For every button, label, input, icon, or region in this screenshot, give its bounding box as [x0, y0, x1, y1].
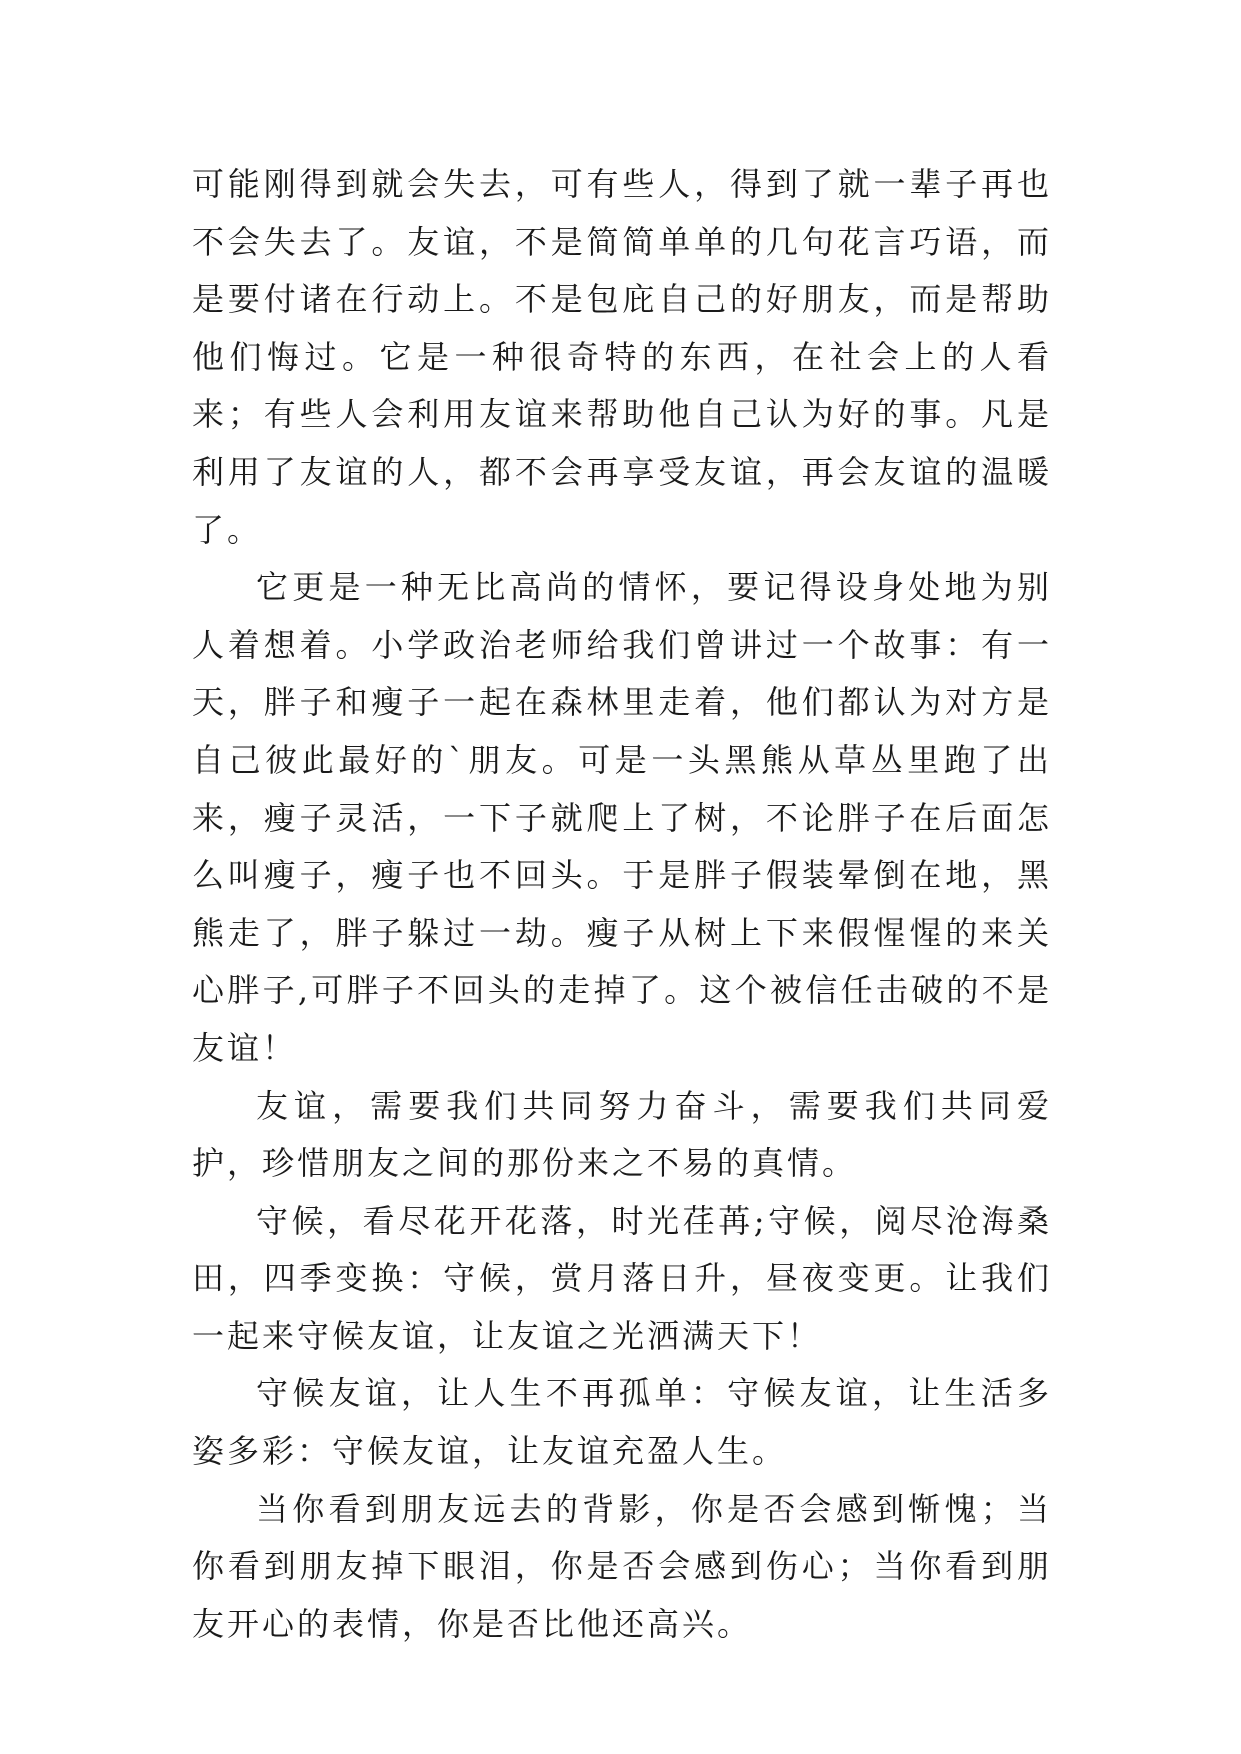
paragraph: 当你看到朋友远去的背影，你是否会感到惭愧；当你看到朋友掉下眼泪，你是否会感到伤心；当你看到朋友开心的表情，你是否比他还高兴。 [192, 1489, 1052, 1643]
document-body [192, 156, 1052, 1653]
paragraph: 守候，看尽花开花落，时光荏苒;守候，阅尽沧海桑田，四季变换：守候，赏月落日升，昼夜变更。让我们一起来守候友谊，让友谊之光洒满天下！ [192, 1201, 1052, 1355]
paragraph: 守候友谊，让人生不再孤单：守候友谊，让生活多姿多彩：守候友谊，让友谊充盈人生。 [192, 1374, 1052, 1471]
paragraph: 友谊，需要我们共同努力奋斗，需要我们共同爱护，珍惜朋友之间的那份来之不易的真情。 [192, 1086, 1052, 1183]
paragraph: 可能刚得到就会失去，可有些人，得到了就一辈子再也不会失去了。友谊，不是简简单单的几句花言巧语，而是要付诸在行动上。不是包庇自己的好朋友，而是帮助他们悔过。它是一种很奇特的东西，在社会上的人看来；有些人会利用友谊来帮助他自己认为好的事。凡是利用了友谊的人，都不会再享受友谊，再会友谊的温暖了。 [192, 165, 1052, 549]
paragraph: 它更是一种无比高尚的情怀，要记得设身处地为别人着想着。小学政治老师给我们曾讲过一个故事：有一天，胖子和瘦子一起在森林里走着，他们都认为对方是自己彼此最好的`朋友。可是一头黑熊从草丛里跑了出来，瘦子灵活，一下子就爬上了树，不论胖子在后面怎么叫瘦子，瘦子也不回头。于是胖子假装晕倒在地，黑熊走了，胖子躲过一劫。瘦子从树上下来假惺惺的来关心胖子,可胖子不回头的走掉了。这个被信任击破的不是友谊！ [192, 568, 1052, 1067]
